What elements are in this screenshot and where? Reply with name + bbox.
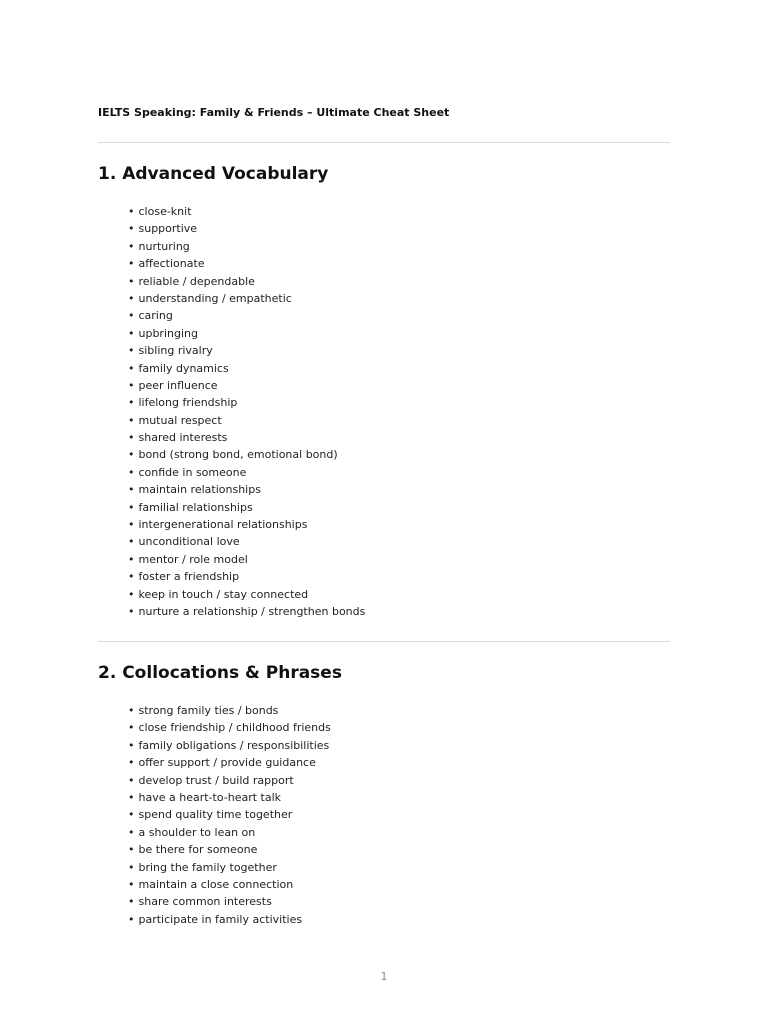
bullet-icon: •	[128, 912, 135, 926]
list-item	[128, 516, 365, 533]
bullet-icon: •	[128, 222, 135, 236]
list-item-text: strong family ties / bonds	[138, 704, 279, 717]
list-item	[128, 360, 365, 377]
bullet-icon: •	[128, 483, 135, 497]
list-item-text: a shoulder to lean on	[138, 825, 256, 839]
section-title-vocabulary: 1. Advanced Vocabulary	[98, 164, 329, 184]
vocabulary-list	[128, 203, 365, 620]
bullet-icon: •	[128, 500, 135, 514]
bullet-icon: •	[128, 431, 135, 445]
list-item-text: familial relationships	[138, 500, 253, 514]
list-item-text: participate in family activities	[138, 912, 303, 926]
bullet-icon: •	[128, 895, 135, 909]
section-divider	[98, 142, 670, 143]
list-item	[128, 533, 365, 550]
bullet-icon: •	[128, 860, 135, 874]
list-item	[128, 394, 365, 411]
bullet-icon: •	[128, 825, 135, 839]
bullet-icon: •	[128, 257, 135, 271]
bullet-icon: •	[128, 552, 135, 566]
list-item	[128, 911, 331, 928]
list-item-text: mentor / role model	[138, 552, 248, 566]
list-item-text: affectionate	[138, 257, 205, 271]
list-item	[128, 429, 365, 446]
bullet-icon: •	[128, 518, 135, 532]
bullet-icon: •	[128, 738, 135, 752]
bullet-icon: •	[128, 205, 135, 218]
bullet-icon: •	[128, 587, 135, 601]
collocations-list	[128, 702, 331, 928]
list-item	[128, 841, 331, 858]
list-item-text: understanding / empathetic	[138, 291, 292, 305]
list-item	[128, 876, 331, 893]
list-item	[128, 203, 365, 220]
list-item-text: reliable / dependable	[138, 274, 255, 288]
bullet-icon: •	[128, 274, 135, 288]
list-item	[128, 737, 331, 754]
list-item	[128, 772, 331, 789]
bullet-icon: •	[128, 877, 135, 891]
list-item	[128, 859, 331, 876]
bullet-icon: •	[128, 326, 135, 340]
list-item-text: share common interests	[138, 895, 272, 909]
bullet-icon: •	[128, 704, 135, 717]
list-item-text: develop trust / build rapport	[138, 773, 294, 787]
list-item-text: bring the family together	[138, 860, 277, 874]
list-item	[128, 377, 365, 394]
bullet-icon: •	[128, 448, 135, 462]
list-item-text: maintain a close connection	[138, 877, 294, 891]
list-item-text: caring	[138, 309, 173, 323]
list-item-text: nurturing	[138, 239, 190, 253]
list-item-text: upbringing	[138, 326, 198, 340]
bullet-icon: •	[128, 773, 135, 787]
list-item	[128, 551, 365, 568]
list-item-text: mutual respect	[138, 413, 222, 427]
list-item-text: family obligations / responsibilities	[138, 738, 330, 752]
list-item-text: be there for someone	[138, 843, 258, 857]
list-item	[128, 238, 365, 255]
list-item-text: keep in touch / stay connected	[138, 587, 309, 601]
list-item	[128, 342, 365, 359]
list-item-text: foster a friendship	[138, 570, 240, 584]
section-divider	[98, 641, 670, 642]
page-number: 1	[380, 970, 388, 983]
bullet-icon: •	[128, 808, 135, 822]
list-item-text: offer support / provide guidance	[138, 756, 316, 770]
list-item-text: sibling rivalry	[138, 344, 213, 358]
bullet-icon: •	[128, 604, 135, 618]
list-item-text: intergenerational relationships	[138, 518, 308, 532]
bullet-icon: •	[128, 535, 135, 549]
list-item-text: peer influence	[138, 378, 218, 392]
list-item	[128, 789, 331, 806]
list-item	[128, 220, 365, 237]
bullet-icon: •	[128, 344, 135, 358]
bullet-icon: •	[128, 239, 135, 253]
bullet-icon: •	[128, 361, 135, 375]
list-item-text: confide in someone	[138, 465, 247, 479]
bullet-icon: •	[128, 396, 135, 410]
list-item	[128, 446, 365, 463]
bullet-icon: •	[128, 291, 135, 305]
list-item	[128, 255, 365, 272]
bullet-icon: •	[128, 570, 135, 584]
list-item	[128, 499, 365, 516]
list-item	[128, 464, 365, 481]
bullet-icon: •	[128, 309, 135, 323]
bullet-icon: •	[128, 378, 135, 392]
document-header: IELTS Speaking: Family & Friends – Ultimate Cheat Sheet	[98, 106, 450, 119]
list-item	[128, 754, 331, 771]
list-item-text: bond (strong bond, emotional bond)	[138, 448, 338, 462]
bullet-icon: •	[128, 843, 135, 857]
list-item-text: have a heart-to-heart talk	[138, 790, 282, 804]
list-item-text: shared interests	[138, 431, 228, 445]
section-title-collocations: 2. Collocations & Phrases	[98, 663, 342, 683]
list-item	[128, 893, 331, 910]
list-item	[128, 273, 365, 290]
list-item	[128, 806, 331, 823]
list-item-text: close-knit	[138, 205, 192, 218]
list-item	[128, 412, 365, 429]
list-item	[128, 603, 365, 620]
bullet-icon: •	[128, 721, 135, 735]
list-item-text: lifelong friendship	[138, 396, 238, 410]
list-item-text: spend quality time together	[138, 808, 293, 822]
list-item	[128, 290, 365, 307]
list-item	[128, 568, 365, 585]
list-item-text: nurture a relationship / strengthen bonds	[138, 604, 366, 618]
list-item	[128, 481, 365, 498]
list-item-text: close friendship / childhood friends	[138, 721, 331, 735]
list-item	[128, 586, 365, 603]
list-item	[128, 702, 331, 719]
list-item-text: family dynamics	[138, 361, 229, 375]
bullet-icon: •	[128, 756, 135, 770]
list-item-text: maintain relationships	[138, 483, 261, 497]
bullet-icon: •	[128, 413, 135, 427]
list-item	[128, 325, 365, 342]
list-item	[128, 719, 331, 736]
list-item	[128, 824, 331, 841]
bullet-icon: •	[128, 465, 135, 479]
list-item	[128, 307, 365, 324]
list-item-text: supportive	[138, 222, 198, 236]
bullet-icon: •	[128, 790, 135, 804]
list-item-text: unconditional love	[138, 535, 240, 549]
